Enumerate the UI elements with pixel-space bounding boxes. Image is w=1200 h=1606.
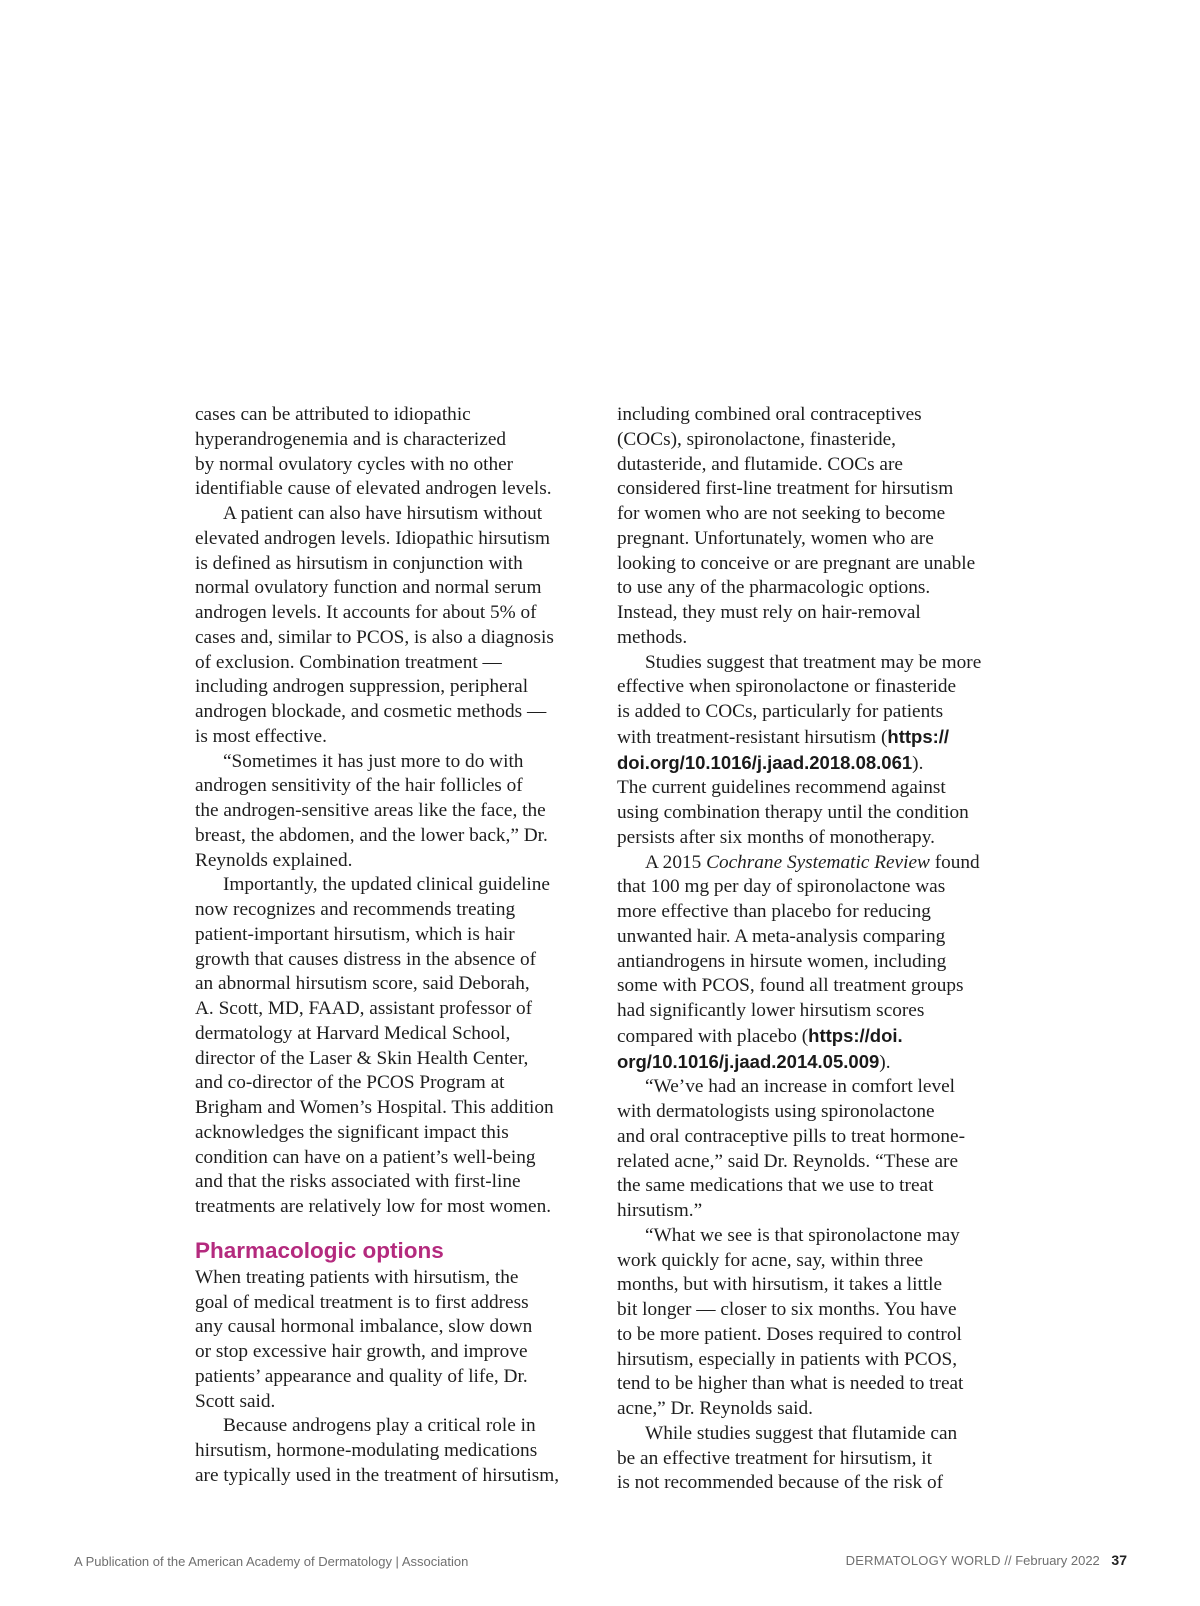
text-line: Reynolds explained. bbox=[195, 849, 353, 871]
text-line: or stop excessive hair growth, and improve bbox=[195, 1341, 528, 1362]
text-line: months, but with hirsutism, it takes a little bbox=[617, 1274, 943, 1296]
text-line: unwanted hair. A meta-analysis comparing bbox=[617, 925, 946, 947]
section-heading: Pharmacologic options bbox=[195, 1237, 444, 1263]
text-line: While studies suggest that flutamide can bbox=[645, 1422, 958, 1444]
text-line: to use any of the pharmacologic options. bbox=[617, 577, 931, 599]
text-line: cases and, similar to PCOS, is also a diagnosis bbox=[195, 626, 554, 648]
text-line: Importantly, the updated clinical guideline bbox=[223, 874, 550, 896]
text-line: looking to conceive or are pregnant are unable bbox=[617, 552, 976, 574]
text-line bbox=[617, 725, 1017, 751]
text-line: is added to COCs, particularly for patients bbox=[617, 701, 944, 722]
footer-publisher: A Publication of the American Academy of Dermatology | Association bbox=[74, 1554, 469, 1569]
text-line: is most effective. bbox=[195, 725, 327, 747]
text-line: hirsutism, especially in patients with PCOS, bbox=[617, 1348, 958, 1370]
text-fragment: compared with placebo ( bbox=[617, 1025, 809, 1047]
issue-date: February 2022 bbox=[1015, 1553, 1100, 1568]
text-line: acne,” Dr. Reynolds said. bbox=[617, 1398, 813, 1419]
doi-link[interactable]: https:// bbox=[887, 725, 950, 747]
paragraph bbox=[195, 502, 595, 750]
text-line: now recognizes and recommends treating bbox=[195, 899, 516, 920]
text-line: The current guidelines recommend against bbox=[617, 777, 946, 799]
text-line: pregnant. Unfortunately, women who are bbox=[617, 527, 934, 549]
text-line: effective when spironolactone or finasteride bbox=[617, 676, 957, 698]
text-line: had significantly lower hirsutism scores bbox=[617, 1000, 925, 1021]
footer-issue-info bbox=[846, 1552, 1127, 1568]
text-line bbox=[617, 1024, 1017, 1050]
paragraph bbox=[617, 1075, 1017, 1224]
footer-separator: // bbox=[1004, 1553, 1012, 1568]
text-line: patients’ appearance and quality of life, Dr. bbox=[195, 1365, 528, 1387]
text-line: and co-director of the PCOS Program at bbox=[195, 1072, 505, 1094]
text-line: When treating patients with hirsutism, the bbox=[195, 1266, 519, 1288]
text-fragment: ). bbox=[879, 1051, 891, 1073]
text-line: Scott said. bbox=[195, 1390, 276, 1412]
text-line: of exclusion. Combination treatment — bbox=[195, 651, 502, 673]
doi-link[interactable]: doi.org/10.1016/j.jaad.2018.08.061 bbox=[617, 751, 913, 773]
paragraph bbox=[617, 1422, 1017, 1496]
text-line: growth that causes distress in the absence of bbox=[195, 948, 537, 970]
text-line: goal of medical treatment is to first address bbox=[195, 1291, 529, 1313]
text-line: more effective than placebo for reducing bbox=[617, 901, 931, 922]
right-column bbox=[617, 403, 1017, 1496]
doi-link[interactable]: org/10.1016/j.jaad.2014.05.009 bbox=[617, 1050, 880, 1072]
text-line: any causal hormonal imbalance, slow down bbox=[195, 1316, 533, 1338]
text-line: “Sometimes it has just more to do with bbox=[223, 750, 524, 772]
magazine-name: DERMATOLOGY WORLD bbox=[845, 1553, 1001, 1568]
text-line: hirsutism.” bbox=[617, 1200, 703, 1221]
paragraph bbox=[195, 1266, 595, 1415]
text-line: related acne,” said Dr. Reynolds. “These are bbox=[617, 1150, 959, 1172]
paragraph bbox=[617, 651, 1017, 851]
text-line: the androgen-sensitive areas like the face, the bbox=[195, 800, 546, 821]
text-line: using combination therapy until the condition bbox=[617, 802, 969, 823]
text-line: dutasteride, and flutamide. COCs are bbox=[617, 453, 903, 475]
page-number: 37 bbox=[1111, 1552, 1127, 1568]
text-line: “We’ve had an increase in comfort level bbox=[645, 1076, 956, 1098]
text-line: tend to be higher than what is needed to treat bbox=[617, 1373, 964, 1395]
text-line: bit longer — closer to six months. You have bbox=[617, 1299, 957, 1320]
paragraph bbox=[195, 873, 595, 1220]
text-line: Brigham and Women’s Hospital. This addition bbox=[195, 1097, 554, 1118]
text-line: some with PCOS, found all treatment groups bbox=[617, 975, 964, 997]
text-fragment: with treatment-resistant hirsutism ( bbox=[617, 726, 888, 748]
text-line: antiandrogens in hirsute women, including bbox=[617, 950, 947, 972]
text-line: A patient can also have hirsutism without bbox=[223, 503, 543, 524]
text-line: for women who are not seeking to become bbox=[617, 503, 946, 524]
text-line bbox=[617, 1050, 1017, 1076]
text-line: be an effective treatment for hirsutism, it bbox=[617, 1447, 932, 1469]
text-line: breast, the abdomen, and the lower back,” Dr. bbox=[195, 824, 548, 846]
text-line: persists after six months of monotherapy. bbox=[617, 826, 935, 848]
paragraph bbox=[195, 403, 595, 502]
text-line: Because androgens play a critical role in bbox=[223, 1415, 536, 1437]
text-line: methods. bbox=[617, 626, 688, 648]
text-line: are typically used in the treatment of hirsutism, bbox=[195, 1464, 560, 1486]
paragraph bbox=[195, 1414, 595, 1488]
text-line: dermatology at Harvard Medical School, bbox=[195, 1022, 511, 1044]
text-line: cases can be attributed to idiopathic bbox=[195, 404, 471, 425]
text-line: normal ovulatory function and normal serum bbox=[195, 577, 542, 599]
text-line: hyperandrogenemia and is characterized bbox=[195, 428, 507, 450]
text-line: androgen sensitivity of the hair follicles of bbox=[195, 775, 523, 797]
text-line: with dermatologists using spironolactone bbox=[617, 1101, 935, 1122]
text-line: androgen blockade, and cosmetic methods — bbox=[195, 701, 547, 722]
text-line: treatments are relatively low for most women. bbox=[195, 1196, 552, 1217]
text-fragment: found bbox=[929, 851, 980, 873]
text-line: (COCs), spironolactone, finasteride, bbox=[617, 428, 896, 450]
text-fragment: A 2015 bbox=[645, 851, 707, 873]
text-line: the same medications that we use to treat bbox=[617, 1175, 934, 1197]
text-line: considered first-line treatment for hirsutism bbox=[617, 478, 954, 500]
text-line: director of the Laser & Skin Health Center, bbox=[195, 1047, 529, 1069]
paragraph bbox=[617, 851, 1017, 1076]
text-line: work quickly for acne, say, within three bbox=[617, 1249, 924, 1271]
text-line: is not recommended because of the risk of bbox=[617, 1472, 944, 1494]
text-line: patient-important hirsutism, which is hair bbox=[195, 923, 515, 945]
text-line bbox=[617, 751, 1017, 777]
text-line: A. Scott, MD, FAAD, assistant professor of bbox=[195, 998, 533, 1019]
text-line: by normal ovulatory cycles with no other bbox=[195, 453, 514, 475]
text-line: including combined oral contraceptives bbox=[617, 404, 922, 425]
text-line: and that the risks associated with first-line bbox=[195, 1171, 521, 1193]
paragraph bbox=[195, 750, 595, 874]
text-line: Studies suggest that treatment may be more bbox=[645, 651, 982, 673]
text-line: including androgen suppression, peripheral bbox=[195, 676, 529, 698]
text-line: is defined as hirsutism in conjunction with bbox=[195, 552, 523, 574]
text-line: acknowledges the significant impact this bbox=[195, 1121, 509, 1143]
text-line: and oral contraceptive pills to treat hormone- bbox=[617, 1125, 966, 1147]
text-line: that 100 mg per day of spironolactone was bbox=[617, 876, 946, 898]
text-line: condition can have on a patient’s well-being bbox=[195, 1146, 536, 1168]
text-line: elevated androgen levels. Idiopathic hirsutism bbox=[195, 527, 550, 549]
text-line: androgen levels. It accounts for about 5% of bbox=[195, 602, 537, 623]
paragraph bbox=[617, 403, 1017, 651]
text-line: “What we see is that spironolactone may bbox=[645, 1224, 960, 1246]
text-line: identifiable cause of elevated androgen levels. bbox=[195, 478, 552, 500]
text-line: to be more patient. Doses required to control bbox=[617, 1323, 962, 1345]
text-line: an abnormal hirsutism score, said Deborah, bbox=[195, 973, 530, 995]
text-fragment: ). bbox=[912, 752, 924, 774]
journal-title: Cochrane Systematic Review bbox=[706, 851, 930, 873]
text-line bbox=[617, 851, 1017, 876]
text-line: hirsutism, hormone-modulating medications bbox=[195, 1440, 538, 1461]
left-column bbox=[195, 403, 595, 1489]
text-line: Instead, they must rely on hair-removal bbox=[617, 602, 921, 623]
paragraph bbox=[617, 1224, 1017, 1422]
doi-link[interactable]: https://doi. bbox=[808, 1024, 903, 1046]
